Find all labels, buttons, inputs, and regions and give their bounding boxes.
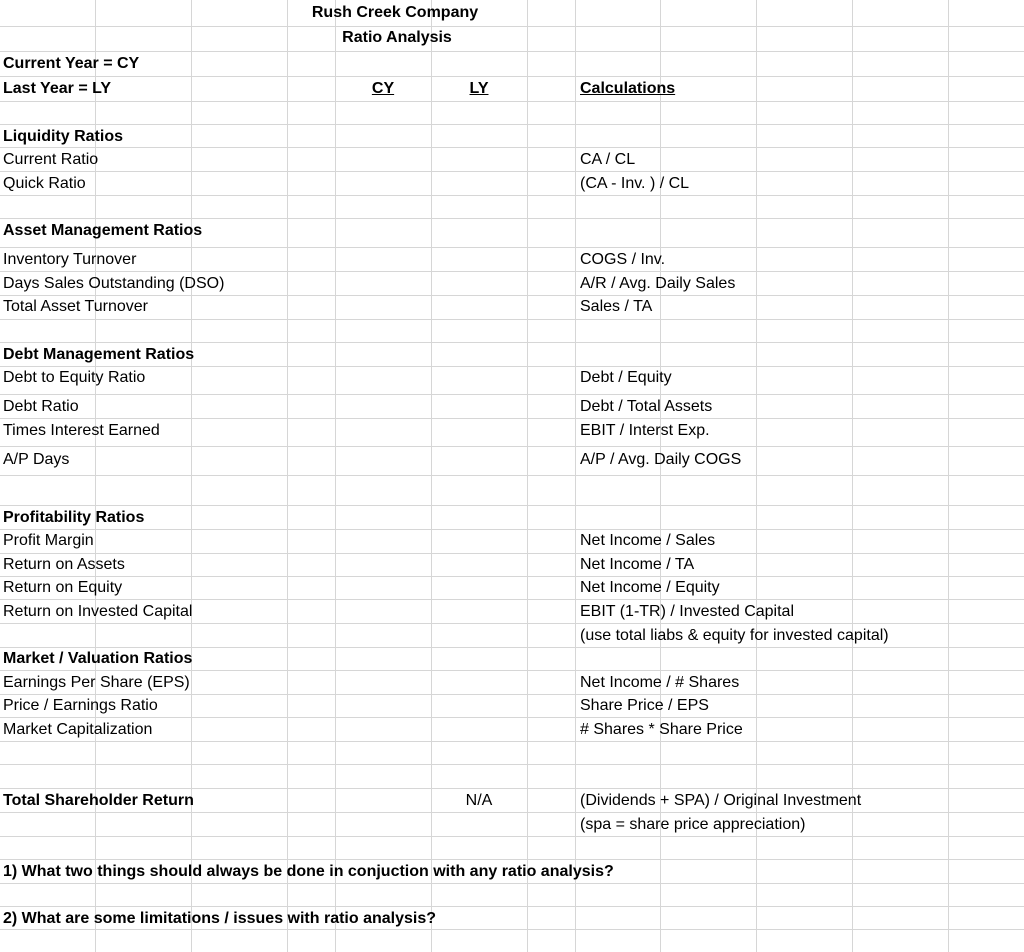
section-title-profitability: Profitability Ratios	[3, 509, 145, 526]
tsr-ly-value: N/A	[465, 792, 493, 809]
row-label: A/P Days	[3, 451, 70, 468]
row-label: Return on Equity	[3, 579, 123, 596]
grid-line	[0, 342, 1024, 343]
section-title-liquidity: Liquidity Ratios	[3, 128, 123, 145]
grid-line	[431, 0, 432, 952]
row-calc: # Shares * Share Price	[580, 721, 743, 738]
grid-line	[0, 51, 1024, 52]
grid-line	[0, 670, 1024, 671]
row-label: Total Asset Turnover	[3, 298, 148, 315]
spa-note: (spa = share price appreciation)	[580, 816, 806, 833]
row-calc: Sales / TA	[580, 298, 653, 315]
column-header-cy: CY	[371, 80, 395, 97]
grid-line	[0, 859, 1024, 860]
grid-line	[0, 124, 1024, 125]
column-header-calculations: Calculations	[580, 80, 676, 97]
grid-line	[0, 576, 1024, 577]
row-calc: EBIT (1-TR) / Invested Capital	[580, 603, 794, 620]
grid-line	[0, 101, 1024, 102]
row-label: Quick Ratio	[3, 175, 86, 192]
last-year-definition: Last Year = LY	[3, 80, 112, 97]
grid-line	[0, 623, 1024, 624]
grid-line	[0, 764, 1024, 765]
grid-line	[0, 247, 1024, 248]
row-calc: EBIT / Interst Exp.	[580, 422, 710, 439]
grid-line	[0, 929, 1024, 930]
row-calc: (CA - Inv. ) / CL	[580, 175, 690, 192]
row-label: Inventory Turnover	[3, 251, 137, 268]
grid-line	[0, 647, 1024, 648]
row-label: Days Sales Outstanding (DSO)	[3, 275, 225, 292]
grid-line	[0, 717, 1024, 718]
row-label: Market Capitalization	[3, 721, 153, 738]
grid-line	[948, 0, 949, 952]
grid-line	[0, 394, 1024, 395]
section-title-market-valuation: Market / Valuation Ratios	[3, 650, 193, 667]
grid-line	[0, 295, 1024, 296]
grid-line	[0, 694, 1024, 695]
grid-line	[0, 812, 1024, 813]
grid-line	[0, 171, 1024, 172]
row-label: Times Interest Earned	[3, 422, 160, 439]
grid-line	[0, 319, 1024, 320]
grid-line	[0, 788, 1024, 789]
row-calc: (Dividends + SPA) / Original Investment	[580, 792, 862, 809]
grid-line	[0, 195, 1024, 196]
grid-line	[0, 475, 1024, 476]
row-calc: Net Income / Sales	[580, 532, 716, 549]
row-calc: Debt / Total Assets	[580, 398, 713, 415]
grid-line	[0, 26, 1024, 27]
grid-line	[0, 836, 1024, 837]
row-calc: A/R / Avg. Daily Sales	[580, 275, 736, 292]
grid-line	[0, 741, 1024, 742]
grid-line	[527, 0, 528, 952]
grid-line	[0, 906, 1024, 907]
row-calc: Net Income / TA	[580, 556, 695, 573]
grid-line	[575, 0, 576, 952]
question-1: 1) What two things should always be done in conjuction with any ratio analysis?	[3, 863, 614, 880]
row-calc: COGS / Inv.	[580, 251, 666, 268]
row-calc: CA / CL	[580, 151, 636, 168]
row-calc: Debt / Equity	[580, 369, 672, 386]
grid-line	[0, 446, 1024, 447]
row-label: Return on Invested Capital	[3, 603, 193, 620]
grid-line	[0, 553, 1024, 554]
grid-line	[0, 271, 1024, 272]
section-title-asset-management: Asset Management Ratios	[3, 222, 203, 239]
grid-line	[0, 218, 1024, 219]
row-calc: Net Income / # Shares	[580, 674, 740, 691]
grid-line	[0, 505, 1024, 506]
column-header-ly: LY	[469, 80, 489, 97]
row-label: Debt Ratio	[3, 398, 79, 415]
row-label: Return on Assets	[3, 556, 125, 573]
grid-line	[287, 0, 288, 952]
grid-line	[0, 599, 1024, 600]
row-calc: Net Income / Equity	[580, 579, 720, 596]
row-label: Debt to Equity Ratio	[3, 369, 146, 386]
row-label: Profit Margin	[3, 532, 94, 549]
grid-line	[0, 529, 1024, 530]
row-calc: A/P / Avg. Daily COGS	[580, 451, 742, 468]
section-title-debt-management: Debt Management Ratios	[3, 346, 195, 363]
current-year-definition: Current Year = CY	[3, 55, 140, 72]
section-title-total-shareholder-return: Total Shareholder Return	[3, 792, 194, 809]
row-label: Earnings Per Share (EPS)	[3, 674, 190, 691]
grid-line	[335, 0, 336, 952]
grid-line	[0, 76, 1024, 77]
row-label: Current Ratio	[3, 151, 99, 168]
grid-line	[0, 883, 1024, 884]
report-subtitle: Ratio Analysis	[342, 29, 452, 46]
grid-line	[0, 418, 1024, 419]
row-label: Price / Earnings Ratio	[3, 697, 158, 714]
invested-capital-note: (use total liabs & equity for invested capital)	[580, 627, 889, 644]
grid-line	[0, 366, 1024, 367]
grid-line	[0, 147, 1024, 148]
row-calc: Share Price / EPS	[580, 697, 709, 714]
question-2: 2) What are some limitations / issues with ratio analysis?	[3, 910, 437, 927]
company-title: Rush Creek Company	[311, 4, 479, 21]
